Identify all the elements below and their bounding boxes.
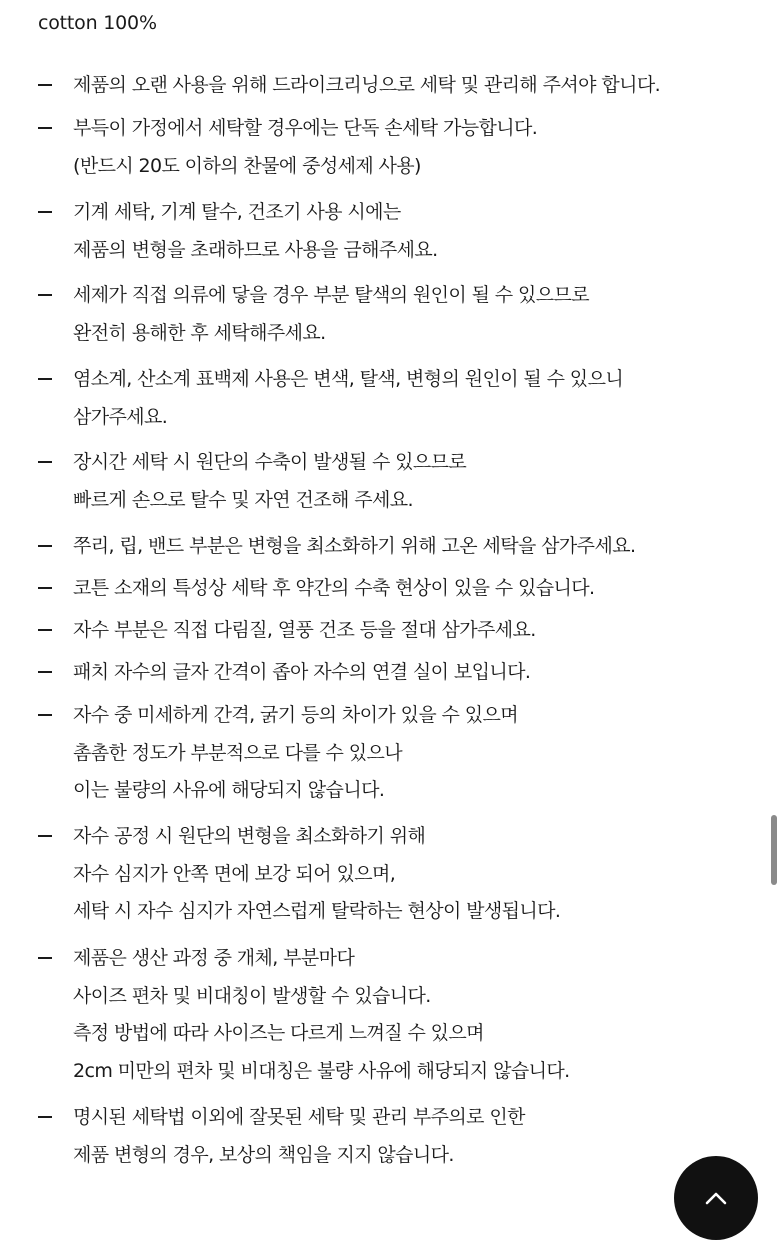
scroll-to-top-button[interactable] <box>674 1156 758 1240</box>
care-item-line: 코튼 소재의 특성상 세탁 후 약간의 수축 현상이 있을 수 있습니다. <box>73 577 595 599</box>
care-item-text <box>73 697 518 810</box>
bullet-dash <box>38 127 52 129</box>
bullet-dash <box>38 629 52 631</box>
care-item-line: 제품 변형의 경우, 보상의 책임을 지지 않습니다. <box>73 1143 454 1166</box>
care-item-line: 염소계, 산소계 표백제 사용은 변색, 탈색, 변형의 원인이 될 수 있으니 <box>73 368 624 390</box>
bullet-dash <box>38 714 52 716</box>
bullet-dash <box>38 1116 52 1118</box>
care-item-line: 완전히 용해한 후 세탁해주세요. <box>73 321 326 344</box>
care-item-line: 사이즈 편차 및 비대칭이 발생할 수 있습니다. <box>73 984 431 1007</box>
care-item-line: 세제가 직접 의류에 닿을 경우 부분 탈색의 원인이 될 수 있으므로 <box>73 284 590 306</box>
care-item-text <box>73 1099 525 1174</box>
chevron-up-icon <box>704 1186 728 1210</box>
care-item-line: 측정 방법에 따라 사이즈는 다르게 느껴질 수 있으며 <box>73 1022 484 1044</box>
bullet-dash <box>38 84 52 86</box>
care-item-text <box>73 654 530 692</box>
care-item-line: 제품의 오랜 사용을 위해 드라이크리닝으로 세탁 및 관리해 주셔야 합니다. <box>73 74 661 96</box>
bullet-dash <box>38 378 52 380</box>
care-item-text <box>73 110 537 185</box>
care-item-line: 세탁 시 자수 심지가 자연스럽게 탈락하는 현상이 발생됩니다. <box>73 900 561 922</box>
care-item-line: 자수 중 미세하게 간격, 굵기 등의 차이가 있을 수 있으며 <box>73 704 518 726</box>
bullet-dash <box>38 545 52 547</box>
care-item-line: 장시간 세탁 시 원단의 수축이 발생될 수 있으므로 <box>73 451 467 473</box>
care-item-text <box>73 361 623 436</box>
care-item-text <box>73 818 560 931</box>
care-item-text <box>73 940 570 1090</box>
bullet-dash <box>38 294 52 296</box>
care-item-text <box>73 612 536 650</box>
care-item-text <box>73 528 635 566</box>
bullet-dash <box>38 671 52 673</box>
care-item-line: 제품은 생산 과정 중 개체, 부분마다 <box>73 947 355 969</box>
bullet-dash <box>38 211 52 213</box>
care-item-text <box>73 570 594 608</box>
bullet-dash <box>38 461 52 463</box>
material-label: cotton 100% <box>38 12 157 34</box>
care-item-line: 제품의 변형을 초래하므로 사용을 금해주세요. <box>73 238 438 261</box>
care-item-line: 패치 자수의 글자 간격이 좁아 자수의 연결 실이 보입니다. <box>73 661 531 683</box>
care-item-line: 이는 불량의 사유에 해당되지 않습니다. <box>73 779 385 801</box>
bullet-dash <box>38 957 52 959</box>
care-item-line: 명시된 세탁법 이외에 잘못된 세탁 및 관리 부주의로 인한 <box>73 1106 525 1128</box>
scrollbar-thumb[interactable] <box>771 815 777 885</box>
care-item-line: 기계 세탁, 기계 탈수, 건조기 사용 시에는 <box>73 201 401 223</box>
care-item-line: (반드시 20도 이하의 찬물에 중성세제 사용) <box>73 154 421 177</box>
care-item-line: 자수 부분은 직접 다림질, 열풍 건조 등을 절대 삼가주세요. <box>73 619 536 641</box>
care-item-text <box>73 67 660 105</box>
care-item-line: 자수 공정 시 원단의 변형을 최소화하기 위해 <box>73 825 426 847</box>
care-item-line: 촘촘한 정도가 부분적으로 다를 수 있으나 <box>73 741 403 764</box>
care-item-line: 빠르게 손으로 탈수 및 자연 건조해 주세요. <box>73 488 413 511</box>
care-item-text <box>73 277 589 352</box>
care-item-text <box>73 444 466 519</box>
care-item-line: 자수 심지가 안쪽 면에 보강 되어 있으며, <box>73 862 396 885</box>
care-item-line: 삼가주세요. <box>73 405 168 428</box>
care-item-text <box>73 194 438 269</box>
care-item-line: 부득이 가정에서 세탁할 경우에는 단독 손세탁 가능합니다. <box>73 117 538 139</box>
care-item-line: 쭈리, 립, 밴드 부분은 변형을 최소화하기 위해 고온 세탁을 삼가주세요. <box>73 535 636 557</box>
care-item-line: 2cm 미만의 편차 및 비대칭은 불량 사유에 해당되지 않습니다. <box>73 1059 570 1082</box>
bullet-dash <box>38 587 52 589</box>
bullet-dash <box>38 835 52 837</box>
